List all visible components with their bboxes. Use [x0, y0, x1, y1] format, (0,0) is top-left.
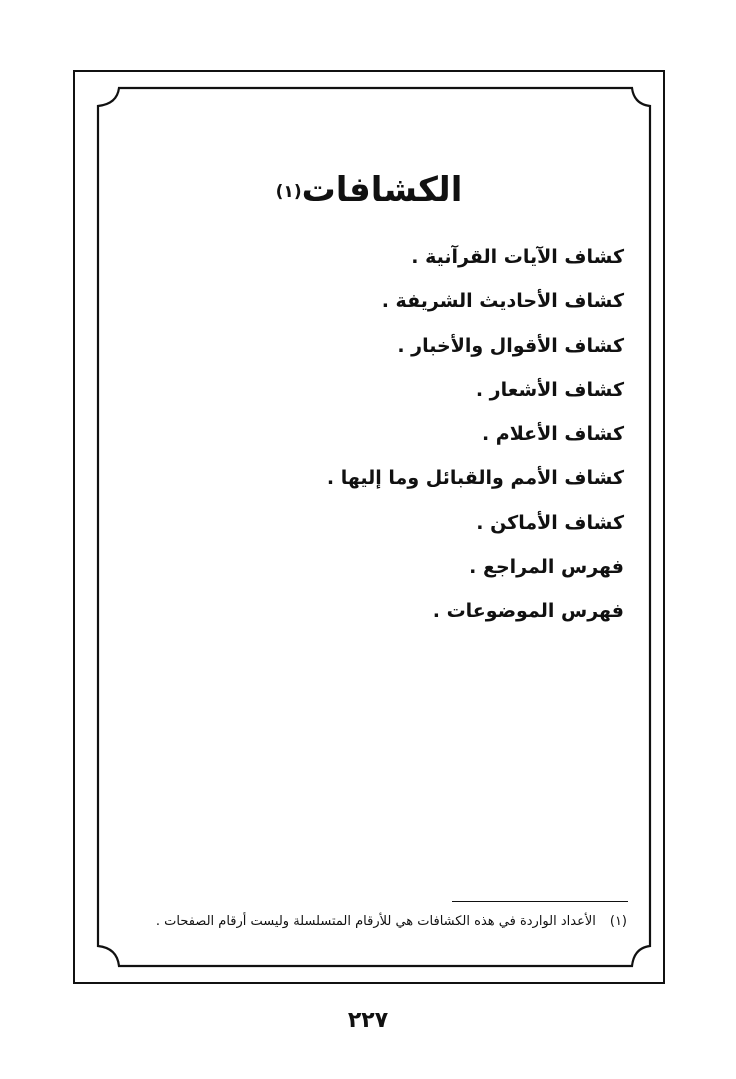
contents-item: كشاف الأماكن . — [476, 511, 624, 534]
page-title — [0, 168, 736, 212]
title-footnote-ref: (١) — [275, 182, 302, 202]
contents-item: فهرس المراجع . — [469, 556, 624, 579]
footnote-marker: (١) — [609, 914, 627, 929]
contents-item: كشاف الأشعار . — [475, 378, 624, 401]
contents-item: كشاف الأعلام . — [481, 423, 624, 446]
footnote-text: الأعداد الواردة في هذه الكشافات هي للأرقام المتسلسلة وليست أرقام الصفحات . — [155, 914, 596, 929]
contents-item: كشاف الأقوال والأخبار . — [397, 334, 624, 357]
footnote-separator — [452, 901, 628, 902]
page-number: ٢٢٧ — [347, 1008, 389, 1033]
contents-item: فهرس الموضوعات . — [432, 600, 624, 623]
footnote — [156, 910, 627, 934]
contents-item: كشاف الأمم والقبائل وما إليها . — [326, 467, 624, 490]
contents-item: كشاف الأحاديث الشريفة . — [381, 290, 624, 313]
page-title-text: الكشافات — [301, 170, 463, 210]
contents-item: كشاف الآيات القرآنية . — [411, 246, 624, 268]
contents-list — [327, 235, 624, 634]
